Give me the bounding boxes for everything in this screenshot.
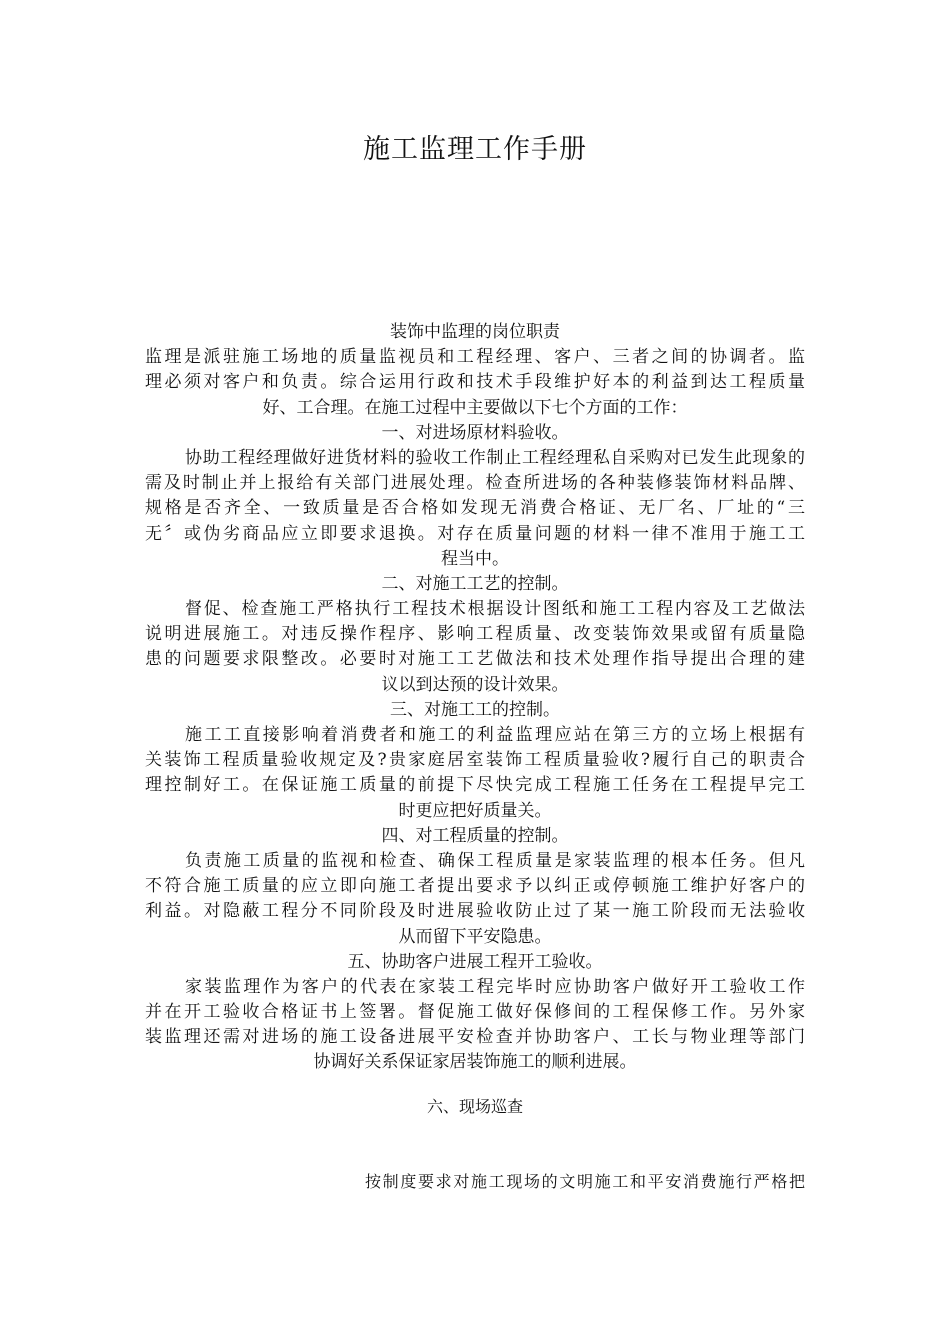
paragraph-line: 按制度要求对施工现场的文明施工和平安消费施行严格把 (365, 1172, 805, 1191)
subtitle: 装饰中监理的岗位职责 (390, 322, 560, 342)
paragraph-line: 施工工直接影响着消费者和施工的利益监理应站在第三方的立场上根据有 (185, 725, 805, 745)
paragraph-line: 理控制好工。在保证施工质量的前提下尽快完成工程施工任务在工程提早完工 (145, 775, 805, 796)
document-body (145, 320, 805, 1076)
section-heading: 五、协助客户进展工程开工验收。 (347, 951, 603, 972)
intro-line: 好、工合理。在施工过程中主要做以下七个方面的工作： (262, 397, 688, 418)
paragraph-line: 说明进展施工。对违反操作程序、影响工程质量、改变装饰效果或留有质量隐 (145, 624, 805, 645)
section-heading: 一、对进场原材料验收。 (381, 422, 569, 443)
paragraph-line: 装监理还需对进场的施工设备进展平安检查并协助客户、工长与物业理等部门 (145, 1027, 805, 1048)
paragraph-line: 需及时制止并上报给有关部门进展处理。检查所进场的各种装修装饰材料品牌、 (145, 473, 805, 494)
paragraph-line: 无〞或伪劣商品应立即要求退换。对存在质量问题的材料一律不准用于施工工 (145, 523, 805, 544)
paragraph-line: 并在开工验收合格证书上签署。督促施工做好保修间的工程保修工作。另外家 (145, 1002, 805, 1023)
section-heading: 三、对施工工的控制。 (390, 699, 560, 720)
paragraph-line: 议以到达预的设计效果。 (381, 674, 569, 695)
paragraph-line: 协调好关系保证家居装饰施工的顺利进展。 (313, 1052, 637, 1073)
section-heading: 四、对工程质量的控制。 (381, 825, 569, 846)
paragraph-line: 负责施工质量的监视和检查、确保工程质量是家装监理的根本任务。但凡 (185, 850, 805, 871)
paragraph-line: 利益。对隐蔽工程分不同阶段及时进展验收防止过了某一施工阶段而无法验收 (145, 901, 805, 922)
paragraph-line: 家装监理作为客户的代表在家装工程完毕时应协助客户做好开工验收工作 (185, 976, 805, 997)
paragraph-line: 患的问题要求限整改。必要时对施工工艺做法和技术处理作指导提出合理的建 (145, 649, 805, 670)
paragraph-line: 规格是否齐全、一致质量是否合格如发现无消费合格证、无厂名、厂址的“三 (145, 498, 805, 519)
section-heading: 六、现场巡查 (426, 1097, 523, 1116)
paragraph-line: 督促、检查施工严格执行工程技术根据设计图纸和施工工程内容及工艺做法 (185, 599, 805, 620)
paragraph-line: 不符合施工质量的应立即向施工者提出要求予以纠正或停顿施工维护好客户的 (145, 876, 805, 897)
document-title: 施工监理工作手册 (363, 134, 587, 165)
paragraph-line: 从而留下平安隐患。 (398, 926, 552, 947)
paragraph-line: 程当中。 (441, 548, 509, 569)
paragraph-line: 关装饰工程质量验收规定及?贵家庭居室装饰工程质量验收?履行自己的职责合 (145, 750, 805, 771)
intro-line: 监理是派驻施工场地的质量监视员和工程经理、客户、三者之间的协调者。监 (145, 347, 805, 368)
paragraph-line: 时更应把好质量关。 (398, 800, 552, 821)
section-heading: 二、对施工工艺的控制。 (381, 573, 569, 594)
paragraph-line: 协助工程经理做好进货材料的验收工作制止工程经理私自采购对已发生此现象的 (185, 447, 805, 468)
intro-line: 理必须对客户和负责。综合运用行政和技术手段维护好本的利益到达工程质量 (145, 372, 805, 393)
